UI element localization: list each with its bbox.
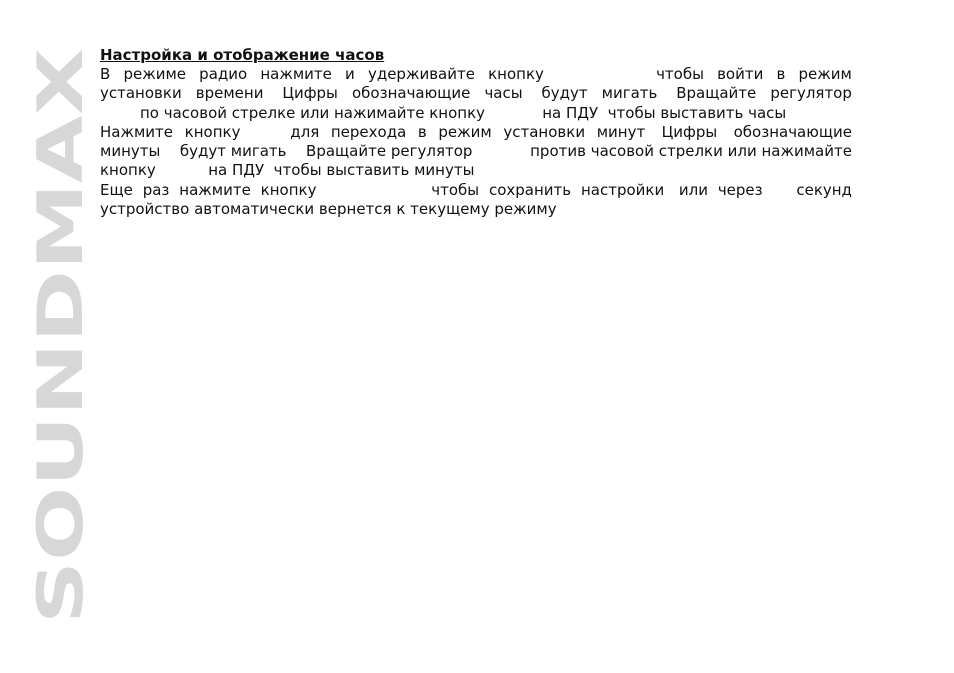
line-word: радио: [199, 65, 248, 83]
line-word: Вращайте регулятор: [301, 142, 473, 161]
line-word: секунд: [772, 180, 852, 199]
paragraph-line-4: [100, 123, 852, 142]
line-word: времени: [195, 84, 264, 103]
line-word: обозначающие: [351, 84, 471, 103]
line-word: будут: [536, 84, 588, 103]
line-word: нажмите: [260, 65, 332, 83]
line-word: в: [417, 122, 427, 141]
line-word: кнопку: [488, 65, 544, 83]
brand-logo-svg: [24, 46, 97, 626]
line-word: войти: [717, 65, 764, 83]
line-word: Вращайте: [671, 84, 757, 103]
line-word: Еще: [100, 180, 133, 199]
line-word: через: [717, 180, 763, 199]
line-word: кнопку: [260, 180, 317, 199]
brand-logo-text: SOUNDMAX: [24, 215, 97, 624]
line-word: и: [345, 65, 355, 83]
line-word: будут мигать: [175, 142, 287, 161]
paragraph-line-6: [100, 161, 852, 180]
line-word: Цифры: [656, 122, 718, 141]
line-word: кнопку на ПДУ чтобы выставить минуты: [100, 161, 475, 180]
paragraph-line-8: [100, 200, 852, 219]
line-word: минуты: [100, 142, 161, 161]
line-word: сохранить: [488, 180, 572, 199]
line-word: режиме: [123, 65, 187, 83]
line-word: обозначающие: [728, 122, 852, 141]
paragraph-line-7: [100, 181, 852, 200]
line-word: удерживайте: [367, 65, 475, 83]
line-word: Цифры: [277, 84, 338, 103]
section-title: Настройка и отображение часов: [100, 46, 385, 64]
line-word: в: [776, 65, 786, 83]
line-word: раз: [142, 180, 170, 199]
paragraph-line-3: [100, 104, 852, 123]
line-word: устройство автоматически вернется к текущему режиму: [100, 200, 557, 219]
line-word: чтобы: [656, 65, 704, 83]
line-word: Нажмите: [100, 122, 174, 141]
line-word: перехода: [330, 122, 407, 141]
paragraph-line-2: [100, 84, 852, 103]
line-word: часы: [484, 84, 523, 103]
line-word: нажмите: [179, 180, 251, 199]
brand-watermark: [24, 46, 97, 626]
paragraph-line-5: [100, 142, 852, 161]
line-word: по часовой стрелке или нажимайте кнопку на ПДУ чтобы выставить часы: [140, 103, 787, 122]
line-word: установки: [100, 84, 182, 103]
line-word: В: [100, 65, 111, 83]
manual-section: [100, 46, 852, 219]
line-word: режим: [798, 65, 852, 83]
line-word: кнопку: [184, 122, 241, 141]
line-word: или: [674, 180, 708, 199]
line-word: против часовой стрелки или нажимайте: [487, 142, 852, 161]
line-word: мигать: [601, 84, 658, 103]
line-word: регулятор: [770, 84, 852, 103]
line-word: для: [252, 122, 320, 141]
paragraph-line-1: [100, 65, 852, 84]
line-word: настройки: [580, 180, 665, 199]
line-word: [557, 65, 643, 84]
line-word: режим: [438, 122, 492, 141]
line-word: установки: [503, 122, 586, 141]
line-word: чтобы: [326, 180, 480, 199]
line-word: минут: [596, 122, 646, 141]
